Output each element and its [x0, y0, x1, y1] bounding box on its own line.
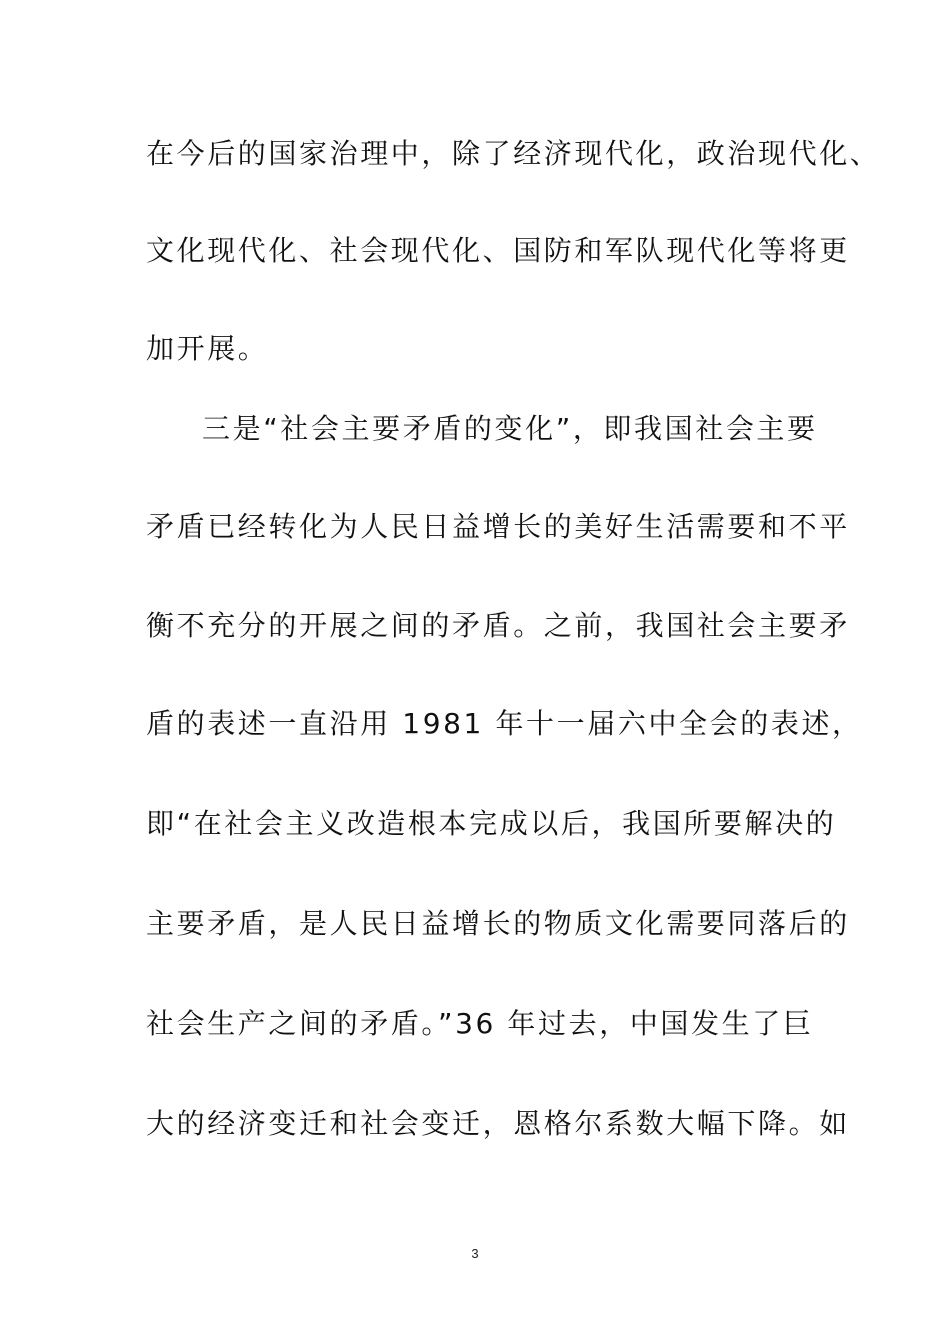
paragraph-line: 加开展。	[146, 332, 269, 365]
paragraph-line: 文化现代化、社会现代化、国防和军队现代化等将更	[146, 234, 850, 267]
page-number: 3	[471, 1246, 479, 1261]
paragraph-line: 大的经济变迁和社会变迁，恩格尔系数大幅下降。如	[146, 1107, 850, 1140]
paragraph-line: 衡不充分的开展之间的矛盾。之前，我国社会主要矛	[146, 609, 850, 642]
paragraph-line: 主要矛盾，是人民日益增长的物质文化需要同落后的	[146, 907, 850, 940]
paragraph-line: 矛盾已经转化为人民日益增长的美好生活需要和不平	[146, 510, 850, 543]
paragraph-line: 即“在社会主义改造根本完成以后，我国所要解决的	[146, 807, 837, 840]
paragraph-line: 盾的表述一直沿用 1981 年十一届六中全会的表述，	[146, 707, 863, 740]
paragraph-line: 社会生产之间的矛盾。”36 年过去，中国发生了巨	[146, 1007, 814, 1040]
paragraph-line: 在今后的国家治理中，除了经济现代化，政治现代化、	[146, 137, 881, 170]
paragraph-line: 三是“社会主要矛盾的变化”，即我国社会主要	[202, 412, 818, 445]
